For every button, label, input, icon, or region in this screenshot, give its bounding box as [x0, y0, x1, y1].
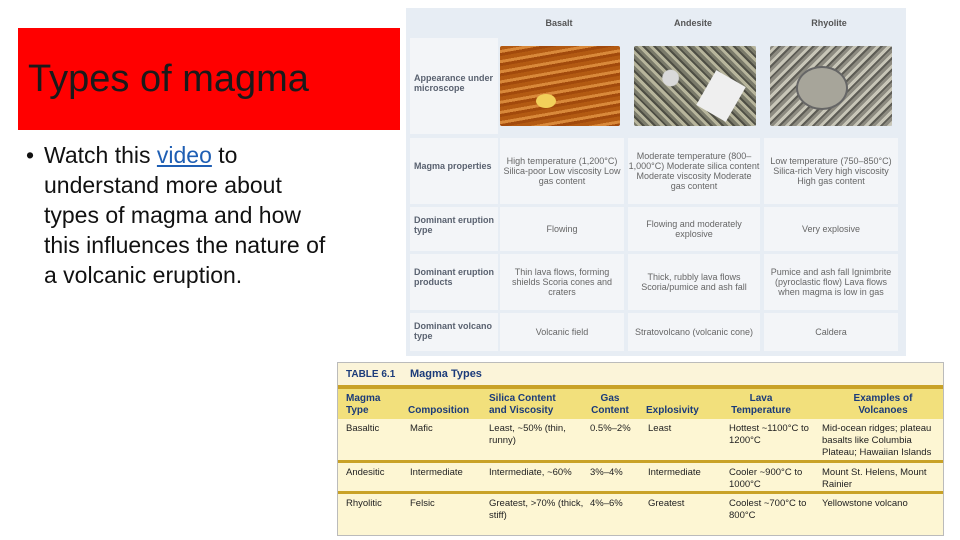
td-gas: 4%–6%: [590, 498, 623, 509]
cell-basalt-products: Thin lava flows, forming shields Scoria cones and craters: [500, 254, 624, 310]
table-row: [338, 421, 943, 459]
td-explosivity: Greatest: [648, 498, 685, 509]
th-composition: Composition: [408, 405, 470, 416]
td-type: Andesitic: [346, 467, 385, 478]
basalt-microscope-image: [500, 46, 620, 126]
bullet-list: [26, 140, 326, 290]
cell-basalt-volcano-type: Volcanic field: [500, 313, 624, 351]
table-row: [338, 465, 943, 491]
slide-title-box: [18, 28, 400, 130]
cell-andesite-properties: Moderate temperature (800–1,000°C) Moderate silica content Moderate viscosity Moderate gas content: [628, 138, 760, 204]
magma-comparison-figure: [406, 8, 906, 356]
column-header-rhyolite: Rhyolite: [811, 18, 847, 28]
column-header-andesite: Andesite: [673, 18, 712, 28]
bullet-marker: •: [26, 142, 35, 168]
td-type: Basaltic: [346, 423, 380, 434]
th-silica: Silica Content and Viscosity: [489, 393, 556, 416]
table-row: [338, 496, 943, 526]
column-header-basalt: Basalt: [545, 18, 573, 28]
row-separator: [338, 491, 943, 494]
td-composition: Intermediate: [410, 467, 463, 478]
td-temperature: Cooler ~900°C to 1000°C: [729, 467, 803, 490]
cell-rhyolite-properties: Low temperature (750–850°C) Silica-rich Very high viscosity High gas content: [764, 138, 898, 204]
row-label-bg: [410, 138, 498, 204]
th-explosivity: Explosivity: [646, 405, 699, 416]
cell-andesite-eruption-type: Flowing and moderately explosive: [628, 207, 760, 251]
rhyolite-microscope-image: [770, 46, 892, 126]
table-title-row: [338, 363, 943, 385]
td-examples: Mount St. Helens, Mount Rainier: [822, 467, 927, 490]
row-label-appearance: Appearance under microscope: [414, 73, 494, 93]
row-label-volcano-type: Dominant volcano type: [414, 321, 493, 341]
td-explosivity: Least: [648, 423, 672, 434]
andesite-microscope-image: [634, 46, 756, 126]
bullet-text-end: to understand more about types of magma and how this influences the nature of a volcanic eruption.: [44, 142, 326, 288]
td-explosivity: Intermediate: [648, 467, 701, 478]
video-link[interactable]: video: [156, 142, 212, 168]
cell-andesite-products: Thick, rubbly lava flows Scoria/pumice and ash fall: [628, 254, 760, 310]
td-silica: Least, ~50% (thin, runny): [489, 423, 566, 446]
cell-basalt-eruption-type: Flowing: [500, 207, 624, 251]
td-silica: Greatest, >70% (thick, stiff): [489, 498, 584, 521]
table-number: TABLE 6.1: [346, 369, 396, 380]
bullet-text-start: Watch this: [44, 142, 157, 168]
cell-rhyolite-products: Pumice and ash fall Ignimbrite (pyroclastic flow) Lava flows when magma is low in gas: [764, 254, 898, 310]
th-magma-type: Magma Type: [346, 393, 381, 416]
cell-andesite-volcano-type: Stratovolcano (volcanic cone): [628, 313, 760, 351]
slide-title: Types of magma: [28, 58, 309, 100]
row-label-eruption-type: Dominant eruption type: [414, 215, 494, 235]
table-title: Magma Types: [410, 368, 482, 380]
th-examples: Examples of Volcanoes: [853, 393, 913, 416]
td-type: Rhyolitic: [346, 498, 382, 509]
td-composition: Mafic: [410, 423, 433, 434]
row-label-eruption-products: Dominant eruption products: [414, 267, 494, 287]
table-header-row: [338, 389, 943, 419]
bullet-item: [26, 140, 326, 290]
row-separator: [338, 460, 943, 463]
td-temperature: Hottest ~1100°C to 1200°C: [729, 423, 809, 446]
cell-basalt-properties: High temperature (1,200°C) Silica-poor Low viscosity Low gas content: [500, 138, 624, 204]
td-examples: Mid-ocean ridges; plateau basalts like Columbia Plateau; Hawaiian Islands: [822, 423, 932, 458]
td-gas: 3%–4%: [590, 467, 623, 478]
row-label-properties: Magma properties: [414, 161, 492, 171]
th-lava-temperature: Lava Temperature: [731, 393, 791, 416]
td-composition: Felsic: [410, 498, 435, 509]
cell-rhyolite-volcano-type: Caldera: [764, 313, 898, 351]
cell-rhyolite-eruption-type: Very explosive: [764, 207, 898, 251]
th-gas: Gas Content: [591, 393, 629, 416]
td-examples: Yellowstone volcano: [822, 498, 908, 509]
td-temperature: Coolest ~700°C to 800°C: [729, 498, 807, 521]
td-gas: 0.5%–2%: [590, 423, 631, 434]
magma-types-table: [337, 362, 944, 536]
td-silica: Intermediate, ~60%: [489, 467, 572, 478]
